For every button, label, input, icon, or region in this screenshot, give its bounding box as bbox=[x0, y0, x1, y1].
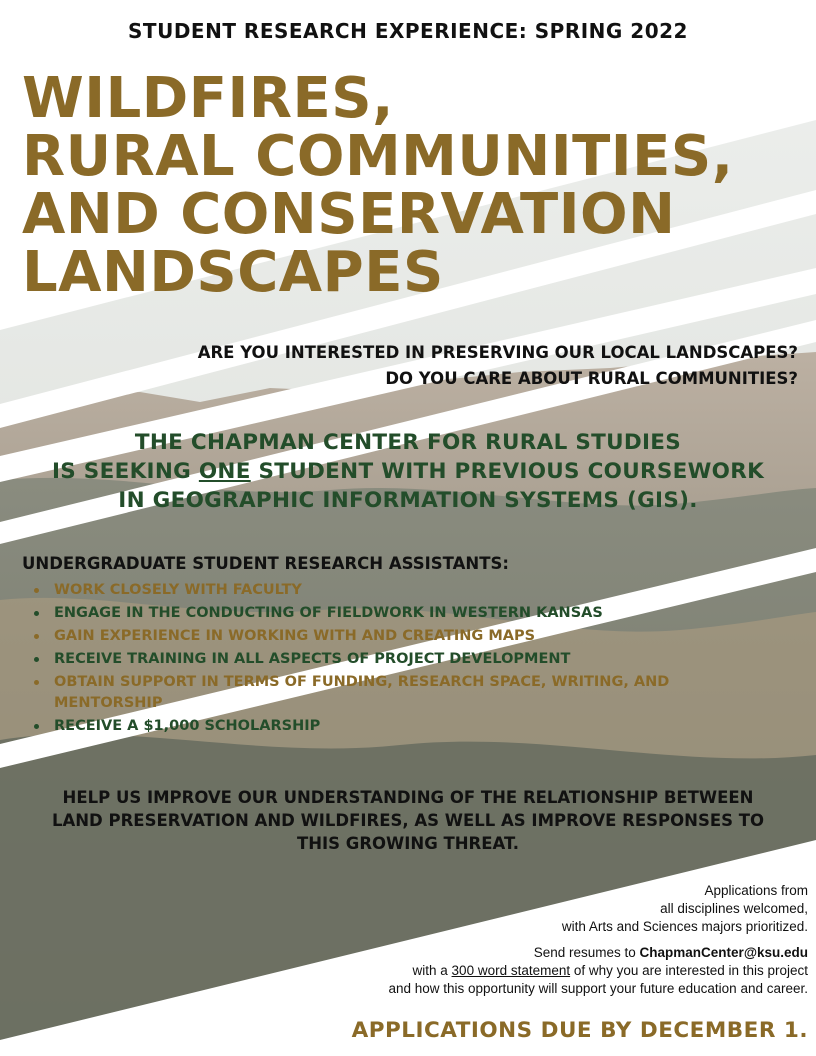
cta-line: LAND PRESERVATION AND WILDFIRES, AS WELL AS IMPROVE RESPONSES TO bbox=[51, 811, 765, 830]
application-info bbox=[388, 882, 808, 998]
with-prefix: with a bbox=[412, 963, 452, 978]
list-item bbox=[34, 715, 754, 738]
apply-line: Applications from bbox=[704, 883, 808, 898]
list-item-text: OBTAIN SUPPORT IN TERMS OF FUNDING, RESEARCH SPACE, WRITING, AND MENTORSHIP bbox=[54, 674, 670, 711]
list-item-text: RECEIVE A $1,000 SCHOLARSHIP bbox=[54, 718, 321, 734]
bullet-icon bbox=[34, 724, 39, 729]
title-line: WILDFIRES, bbox=[22, 66, 394, 131]
title-line: RURAL COMMUNITIES, bbox=[22, 124, 734, 189]
list-item-text: GAIN EXPERIENCE IN WORKING WITH AND CREATING MAPS bbox=[54, 628, 536, 644]
list-item bbox=[34, 579, 754, 602]
list-item bbox=[34, 602, 754, 625]
bullet-icon bbox=[34, 634, 39, 639]
question-line: ARE YOU INTERESTED IN PRESERVING OUR LOCAL LANDSCAPES? bbox=[197, 343, 798, 362]
program-label: STUDENT RESEARCH EXPERIENCE: SPRING 2022 bbox=[128, 19, 688, 43]
list-item bbox=[34, 671, 754, 715]
bullet-icon bbox=[34, 611, 39, 616]
with-suffix: of why you are interested in this project bbox=[570, 963, 808, 978]
apply-line: all disciplines welcomed, bbox=[660, 901, 808, 916]
emphasis-one: ONE bbox=[198, 459, 251, 484]
list-item-text: RECEIVE TRAINING IN ALL ASPECTS OF PROJECT DEVELOPMENT bbox=[54, 651, 571, 667]
send-prefix: Send resumes to bbox=[533, 945, 640, 960]
bullet-icon bbox=[34, 657, 39, 662]
apply-line bbox=[388, 944, 808, 962]
list-item bbox=[34, 625, 754, 648]
list-item bbox=[34, 648, 754, 671]
cta-line: THIS GROWING THREAT. bbox=[296, 834, 520, 853]
apply-line: with Arts and Sciences majors prioritized. bbox=[561, 919, 808, 934]
title-line: AND CONSERVATION bbox=[22, 182, 676, 247]
question-line: DO YOU CARE ABOUT RURAL COMMUNITIES? bbox=[385, 369, 798, 388]
list-item-text: WORK CLOSELY WITH FACULTY bbox=[54, 582, 302, 598]
title-line: LANDSCAPES bbox=[22, 240, 444, 305]
contact-email: ChapmanCenter@ksu.edu bbox=[639, 945, 808, 960]
seeking-line: IN GEOGRAPHIC INFORMATION SYSTEMS (GIS). bbox=[118, 488, 698, 513]
seeking-statement bbox=[0, 428, 816, 515]
statement-requirement: 300 word statement bbox=[451, 963, 571, 978]
call-to-action bbox=[0, 786, 816, 855]
intro-questions bbox=[198, 340, 798, 392]
poster-title bbox=[22, 66, 734, 305]
cta-line: HELP US IMPROVE OUR UNDERSTANDING OF THE RELATIONSHIP BETWEEN bbox=[62, 788, 754, 807]
seeking-line: THE CHAPMAN CENTER FOR RURAL STUDIES bbox=[134, 430, 682, 455]
deadline: APPLICATIONS DUE BY DECEMBER 1. bbox=[351, 1018, 808, 1043]
apply-line: and how this opportunity will support your future education and career. bbox=[388, 981, 808, 996]
apply-line bbox=[388, 962, 808, 980]
seeking-text: IS SEEKING bbox=[51, 459, 199, 484]
benefits-list bbox=[34, 579, 754, 738]
bullet-icon bbox=[34, 680, 39, 685]
assistants-heading: UNDERGRADUATE STUDENT RESEARCH ASSISTANTS: bbox=[22, 554, 509, 573]
seeking-text: STUDENT WITH PREVIOUS COURSEWORK bbox=[250, 459, 765, 484]
list-item-text: ENGAGE IN THE CONDUCTING OF FIELDWORK IN WESTERN KANSAS bbox=[54, 605, 603, 621]
seeking-line bbox=[0, 457, 816, 486]
bullet-icon bbox=[34, 588, 39, 593]
